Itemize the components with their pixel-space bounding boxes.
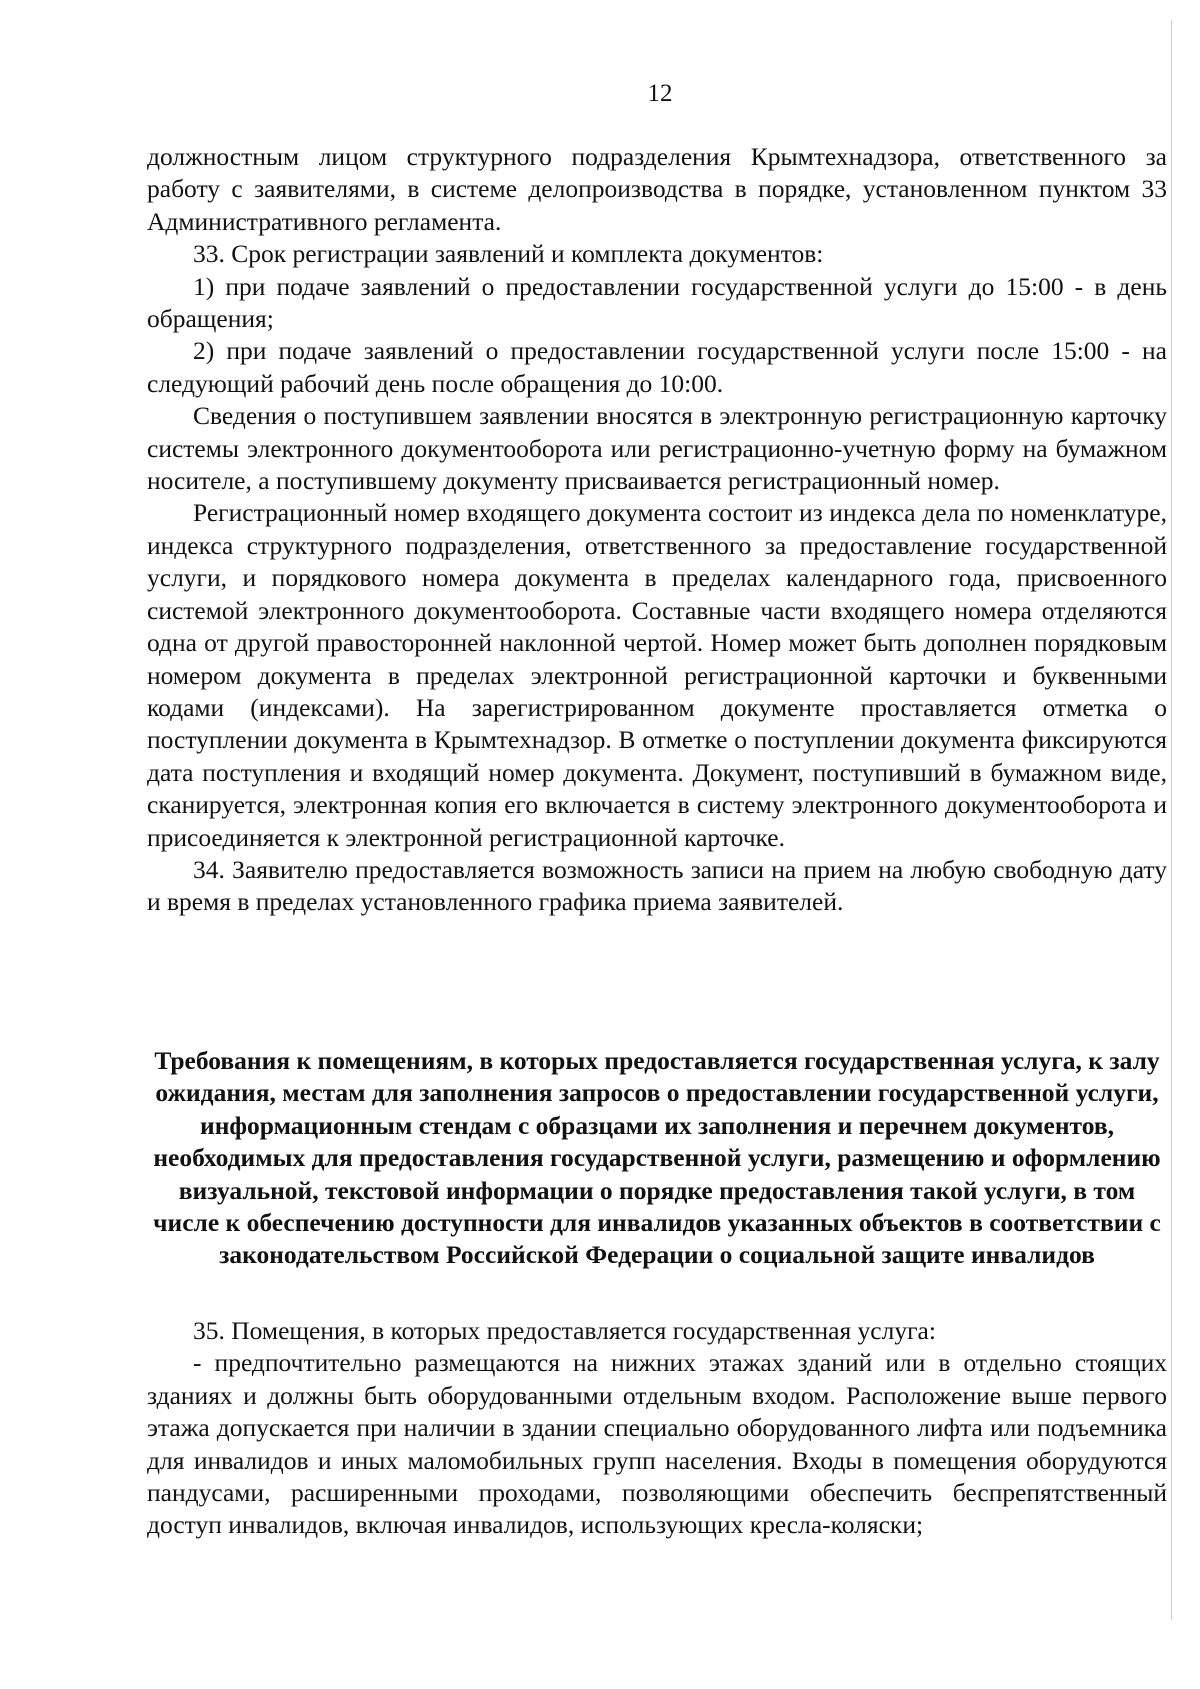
paragraph: Регистрационный номер входящего документа состоит из индекса дела по номенклатуре, индекса структурного подразделения, ответственного за предоставление государственной услуги, и порядкового номера документа в пределах календарного года, присвоенного системой электронного документооборота. Составные части входящего номера отделяются одна от другой правосторонней наклонной чертой. Номер может быть дополнен порядковым номером документа в пределах электронной регистрационной карточки и буквенными кодами (индексами). На зарегистрированном документе проставляется отметка о поступлении документа в Крымтехнадзор. В отметке о поступлении документа фиксируются дата поступления и входящий номер документа. Документ, поступивший в бумажном виде, сканируется, электронная копия его включается в систему электронного документооборота и присоединяется к электронной регистрационной карточке. [147,498,1167,852]
scan-artifact-line [1171,20,1172,1620]
paragraph: 34. Заявителю предоставляется возможность записи на прием на любую свободную дату и время в пределах установленного графика приема заявителей. [147,854,1167,917]
paragraph: 2) при подаче заявлений о предоставлении государственной услуги после 15:00 - на следующий рабочий день после обращения до 10:00. [147,336,1167,398]
body-text-before-heading [147,141,1167,919]
section-heading: Требования к помещениям, в которых предоставляется государственная услуга, к залу ожидания, местам для заполнения запросов о предоставлении государственной услуги, информационным стендам с образцами их заполнения и перечнем документов, необходимых для предоставления государственной услуги, размещению и оформлению визуальной, текстовой информации о порядке предоставления такой услуги, в том числе к обеспечению доступности для инвалидов указанных объектов в соответствии с законодательством Российской Федерации о социальной защите инвалидов [153,1046,1161,1270]
paragraph: 33. Срок регистрации заявлений и комплекта документов: [193,239,824,269]
body-text-after-heading [147,1315,1167,1542]
page-number: 12 [647,80,673,107]
paragraph: 1) при подаче заявлений о предоставлении государственной услуги до 15:00 - в день обращения; [147,271,1167,334]
paragraph: должностным лицом структурного подразделения Крымтехнадзора, ответственного за работу с заявителями, в системе делопроизводства в порядке, установленном пунктом 33 Административного регламента. [147,142,1167,236]
paragraph: - предпочтительно размещаются на нижних этажах зданий или в отдельно стоящих зданиях и должны быть оборудованными отдельным входом. Расположение выше первого этажа допускается при наличии в здании специально оборудованного лифта или подъемника для инвалидов и иных маломобильных групп населения. Входы в помещения оборудуются пандусами, расширенными проходами, позволяющими обеспечить беспрепятственный доступ инвалидов, включая инвалидов, использующих кресла-коляски; [147,1348,1167,1540]
paragraph: Сведения о поступившем заявлении вносятся в электронную регистрационную карточку системы электронного документооборота или регистрационно-учетную форму на бумажном носителе, а поступившему документу присваивается регистрационный номер. [147,401,1167,496]
paragraph: 35. Помещения, в которых предоставляется государственная услуга: [193,1316,936,1345]
